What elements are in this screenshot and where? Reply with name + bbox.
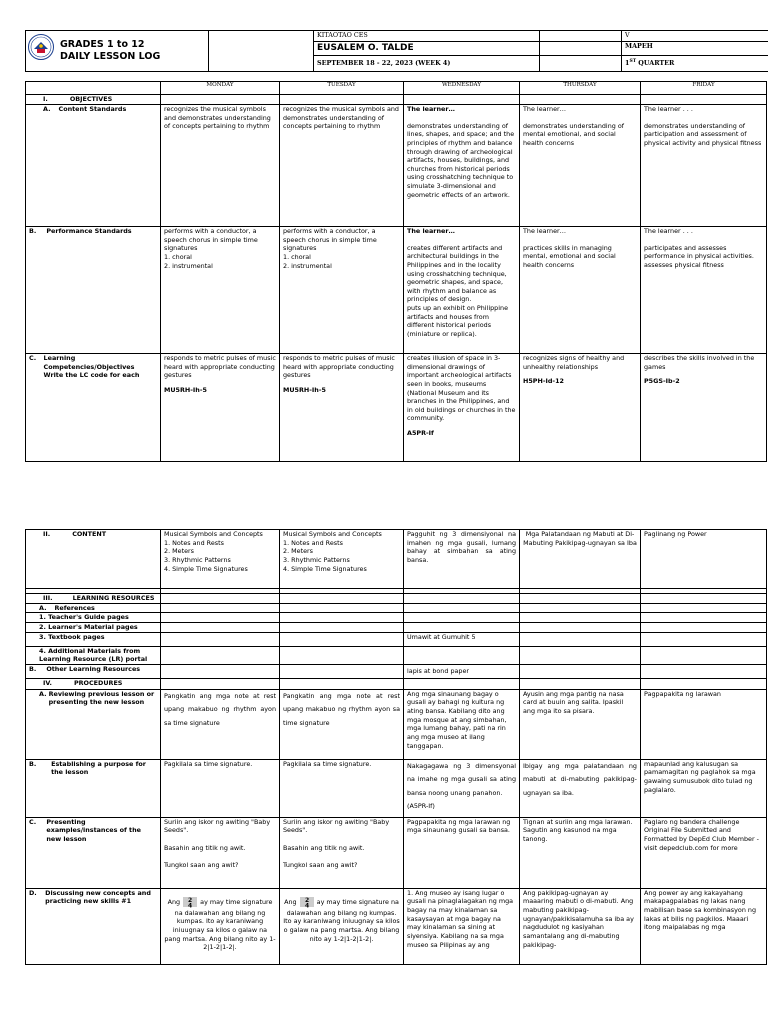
learners-material-label: 2. Learner's Material pages xyxy=(26,622,161,632)
quarter-label: 1ST QUARTER xyxy=(622,56,768,72)
content-std-friday: The learner . . . demonstrates understanding of participation and assessment of physical activity and physical fitness xyxy=(641,105,767,227)
content-tuesday: Musical Symbols and Concepts 1. Notes and Rests 2. Meters 3. Rhythmic Patterns 4. Simple Time Signatures xyxy=(280,530,404,589)
performance-standards-label: B. Performance Standards xyxy=(26,227,161,354)
procedure-a-row xyxy=(26,689,767,759)
log-title: DAILY LESSON LOG xyxy=(60,51,161,62)
content-std-wednesday: The learner… demonstrates understanding of lines, shapes, and space; and the principles of rhythm and balance through drawing of archeological artifacts, houses, buildings, and churches from historical periods using crosshatching technique to simulate 3-dimensional and geometric effects of an artwork. xyxy=(404,105,520,227)
procedure-c-label: C. Presenting examples/instances of the new lesson xyxy=(26,817,161,888)
content-monday: Musical Symbols and Concepts 1. Notes and Rests 2. Meters 3. Rhythmic Patterns 4. Simple Time Signatures xyxy=(161,530,280,589)
procedure-c-wednesday: Pagpapakita ng mga larawan ng mga sinaunang gusali sa bansa. xyxy=(404,817,520,888)
svg-text:2: 2 xyxy=(304,896,309,904)
content-thursday: Mga Palatandaan ng Mabuti at Di-Mabuting Pakikipag-ugnayan sa Iba xyxy=(520,530,641,589)
procedure-a-wednesday: Ang mga sinaunang bagay o gusali ay bahagi ng kultura ng ating bansa. Kabilang dito ang mga mosque at ang simbahan, mga lumang bahay, pati na rin ang mga museo at ilang tanggapan. xyxy=(404,689,520,759)
grades-label: GRADES 1 to 12 xyxy=(60,39,145,51)
references-label: A. References xyxy=(26,603,161,613)
content-friday: Paglinang ng Power xyxy=(641,530,767,589)
content-std-thursday: The learner… demonstrates understanding of mental emotional, and social health concerns xyxy=(520,105,641,227)
additional-materials-label: 4. Additional Materials from Learning Resource (LR) portal xyxy=(26,646,161,664)
lesson-table-objectives xyxy=(25,81,767,462)
competencies-monday: responds to metric pulses of music heard with appropriate conducting gestures MU5RH-Ih-5 xyxy=(161,354,280,462)
time-signature-icon xyxy=(182,895,198,909)
procedure-a-friday: Pagpapakita ng larawan xyxy=(641,689,767,759)
svg-text:4: 4 xyxy=(304,902,309,909)
procedure-d-thursday: Ang pakikipag-ugnayan ay maaaring mabuti o di-mabuti. Ang mabuting pakikipag-ugnayan/pakikisalamuha sa iba ay nagdudulot ng kasiyahan samantalang ang di-mabuting pakikipag- xyxy=(520,888,641,964)
svg-text:4: 4 xyxy=(188,902,193,909)
content-row xyxy=(26,530,767,589)
perf-std-tuesday: performs with a conductor, a speech chorus in simple time signatures 1. choral 2. instrumental xyxy=(280,227,404,354)
procedure-c-tuesday: Suriin ang iskor ng awiting "Baby Seeds". Basahin ang titik ng awit. Tungkol saan ang awit? xyxy=(280,817,404,888)
other-resources-wednesday: lapis at bond paper xyxy=(404,664,520,678)
procedure-a-tuesday: Pangkatin ang mga note at rest upang makabuo ng rhythm ayon sa time signature xyxy=(280,689,404,759)
procedure-c-row xyxy=(26,817,767,888)
time-signature-icon xyxy=(299,895,315,909)
objectives-heading: I. OBJECTIVES xyxy=(26,95,161,105)
svg-text:2: 2 xyxy=(188,896,193,904)
procedure-d-row xyxy=(26,888,767,964)
procedure-a-thursday: Ayusin ang mga pantig na nasa card at buuin ang salita. Ipaskil ang mga ito sa pisara. xyxy=(520,689,641,759)
procedures-heading: IV. PROCEDURES xyxy=(26,678,161,689)
grade-level: V xyxy=(622,31,768,42)
content-std-tuesday: recognizes the musical symbols and demonstrates understanding of concepts pertaining to rhythm xyxy=(280,105,404,227)
teacher-name: EUSALEM O. TALDE xyxy=(314,42,540,56)
perf-std-friday: The learner . . . participates and assesses performance in physical activities. assesses physical fitness xyxy=(641,227,767,354)
content-wednesday: Pagguhit ng 3 dimensiyonal na imahen ng mga gusali, lumang bahay at simbahan sa ating bansa. xyxy=(404,530,520,589)
procedure-d-friday: Ang power ay ang kakayahang makapagpalabas ng lakas nang mabilisan base sa kombinasyon ng lakas at bilis ng pagkilos. Maaari itong maipalabas ng mga xyxy=(641,888,767,964)
header-table xyxy=(25,30,768,72)
day-thursday: THURSDAY xyxy=(520,82,641,95)
procedure-b-monday: Pagkilala sa time signature. xyxy=(161,759,280,817)
teachers-guide-label: 1. Teacher's Guide pages xyxy=(26,613,161,623)
procedure-b-thursday: Ibigay ang mga palatandaan ng mabuti at di-mabuting pakikipag-ugnayan sa iba. xyxy=(520,759,641,817)
other-resources-label: B. Other Learning Resources xyxy=(26,664,161,678)
procedure-b-row xyxy=(26,759,767,817)
textbook-wednesday: Umawit at Gumuhit 5 xyxy=(404,632,520,646)
competencies-label: C. Learning Competencies/Objectives Write the LC code for each xyxy=(26,354,161,462)
procedure-c-thursday: Tignan at suriin ang mga larawan. Sagutin ang kasunod na mga tanong. xyxy=(520,817,641,888)
textbook-label: 3. Textbook pages xyxy=(26,632,161,646)
procedure-b-friday: mapaunlad ang kalusugan sa pamamagitan ng paglahok sa mga gawaing sumusubok dito tulad ng paglalaro. xyxy=(641,759,767,817)
content-standards-row xyxy=(26,105,767,227)
content-standards-label: A. Content Standards xyxy=(26,105,161,227)
content-std-monday: recognizes the musical symbols and demonstrates understanding of concepts pertaining to rhythm xyxy=(161,105,280,227)
competencies-wednesday: creates illusion of space in 3-dimensional drawings of important archeological artifacts seen in books, museums (National Museum and its branches in the Philippines, and in old buildings or churches in the community. A5PR-If xyxy=(404,354,520,462)
lesson-table-procedures xyxy=(25,529,767,965)
procedure-b-label: B. Establishing a purpose for the lesson xyxy=(26,759,161,817)
procedure-a-monday: Pangkatin ang mga note at rest upang makabuo ng rhythm ayon sa time signature xyxy=(161,689,280,759)
day-friday: FRIDAY xyxy=(641,82,767,95)
procedure-b-tuesday: Pagkilala sa time signature. xyxy=(280,759,404,817)
procedure-d-label: D. Discussing new concepts and practicing new skills #1 xyxy=(26,888,161,964)
perf-std-thursday: The learner… practices skills in managing mental, emotional and social health concerns xyxy=(520,227,641,354)
competencies-thursday: recognizes signs of healthy and unhealthy relationships H5PH-Id-12 xyxy=(520,354,641,462)
procedure-b-wednesday: Nakagagawa ng 3 dimensyonal na imahe ng mga gusali sa ating bansa noong unang panahon. (A5PR-If) xyxy=(404,759,520,817)
subject-name: MAPEH xyxy=(622,42,768,56)
week-dates: SEPTEMBER 18 - 22, 2023 (WEEK 4) xyxy=(314,56,540,72)
content-label: II. CONTENT xyxy=(26,530,161,589)
procedure-d-monday: Ang 2 4 ay may time signature na dalawahan ang bilang ng kumpas. Ito ay karaniwang iniuugnay sa kilos o galaw na pang martsa. Ang bilang nito ay 1-2|1-2|1-2|. xyxy=(161,888,280,964)
day-header-row xyxy=(26,82,767,95)
performance-standards-row xyxy=(26,227,767,354)
procedure-d-wednesday: 1. Ang museo ay isang lugar o gusali na pinaglalagakan ng mga bagay na may kinalaman sa kasaysayan at mga bagay na may kinalaman sa sining at siyensiya. Kabilang na sa mga museo sa Pilipinas ay ang xyxy=(404,888,520,964)
procedure-c-friday: Paglaro ng bandera challenge Original File Submitted and Formatted by DepEd Club Member - visit depedclub.com for more xyxy=(641,817,767,888)
procedure-a-label: A. Reviewing previous lesson or presenting the new lesson xyxy=(26,689,161,759)
competencies-tuesday: responds to metric pulses of music heard with appropriate conducting gestures MU5RH-Ih-5 xyxy=(280,354,404,462)
day-monday: MONDAY xyxy=(161,82,280,95)
perf-std-monday: performs with a conductor, a speech chorus in simple time signatures 1. choral 2. instrumental xyxy=(161,227,280,354)
school-name: KITAOTAO CES xyxy=(314,31,540,42)
day-tuesday: TUESDAY xyxy=(280,82,404,95)
competencies-row xyxy=(26,354,767,462)
procedure-d-tuesday: Ang 2 4 ay may time signature na dalawahan ang bilang ng kumpas. Ito ay karaniwang iniuugnay sa kilos o galaw na pang martsa. Ang bilang nito ay 1-2|1-2|1-2|. xyxy=(280,888,404,964)
procedure-c-monday: Suriin ang iskor ng awiting "Baby Seeds". Basahin ang titik ng awit. Tungkol saan ang awit? xyxy=(161,817,280,888)
day-wednesday: WEDNESDAY xyxy=(404,82,520,95)
learning-resources-heading: III. LEARNING RESOURCES xyxy=(26,594,161,604)
competencies-friday: describes the skills involved in the games P5GS-Ib-2 xyxy=(641,354,767,462)
perf-std-wednesday: The learner… creates different artifacts and architectural buildings in the Philippines and in the locality using crosshatching technique, geometric shapes, and space, with rhythm and balance as principles of design. puts up an exhibit on Philippine artifacts and houses from different historical periods (miniature or replica). xyxy=(404,227,520,354)
